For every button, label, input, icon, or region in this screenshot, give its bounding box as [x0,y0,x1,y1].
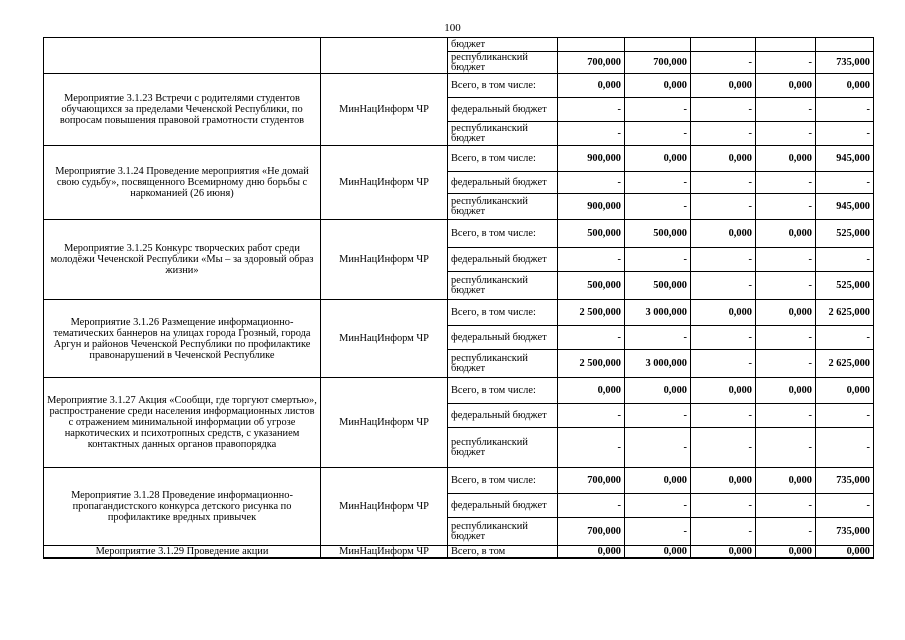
executor-cell: МинНацИнформ ЧР [321,300,448,378]
amount-cell: 700,000 [558,518,625,546]
executor-cell [321,38,448,74]
funding-source-cell: республиканский бюджет [448,428,558,468]
amount-cell: 0,000 [558,546,625,559]
executor-cell: МинНацИнформ ЧР [321,220,448,300]
amount-cell: 0,000 [625,74,691,98]
amount-cell: 0,000 [756,146,816,172]
table-row [44,378,874,404]
amount-cell: - [625,494,691,518]
amount-cell: - [756,122,816,146]
amount-cell: - [756,248,816,272]
amount-cell: - [691,194,756,220]
amount-cell: - [691,272,756,300]
amount-cell: 735,000 [816,468,874,494]
amount-cell: - [756,194,816,220]
page-number: 100 [444,22,461,34]
amount-cell: 0,000 [756,378,816,404]
funding-source-cell: республиканский бюджет [448,52,558,74]
event-name-cell: Мероприятие 3.1.28 Проведение информационно-пропагандистского конкурса детского рисунка по профилактике вредных привычек [44,468,321,546]
table-body [44,38,874,559]
amount-cell: 525,000 [816,220,874,248]
funding-source-cell: республиканский бюджет [448,518,558,546]
funding-source-cell: федеральный бюджет [448,404,558,428]
funding-source-cell: федеральный бюджет [448,326,558,350]
funding-source-cell: Всего, в том числе: [448,74,558,98]
amount-cell: - [691,172,756,194]
amount-cell: - [625,194,691,220]
event-name-cell [44,38,321,74]
amount-cell: - [558,326,625,350]
amount-cell: - [691,248,756,272]
amount-cell: - [558,248,625,272]
amount-cell: 0,000 [816,546,874,559]
amount-cell [756,38,816,52]
amount-cell: - [625,248,691,272]
table-row [44,146,874,172]
amount-cell: 0,000 [691,468,756,494]
funding-source-cell: Всего, в том числе: [448,300,558,326]
amount-cell: - [816,428,874,468]
budget-table [43,37,874,559]
amount-cell: 0,000 [691,220,756,248]
amount-cell: - [691,428,756,468]
amount-cell: 0,000 [558,74,625,98]
amount-cell: - [816,122,874,146]
table-row [44,546,874,559]
executor-cell: МинНацИнформ ЧР [321,146,448,220]
event-name-cell: Мероприятие 3.1.25 Конкурс творческих работ среди молодёжи Чеченской Республики «Мы – за здоровый образ жизни» [44,220,321,300]
amount-cell: - [558,122,625,146]
amount-cell: - [756,272,816,300]
amount-cell: 525,000 [816,272,874,300]
amount-cell: - [691,52,756,74]
amount-cell: - [558,404,625,428]
amount-cell: 900,000 [558,146,625,172]
amount-cell: 2 500,000 [558,300,625,326]
amount-cell: 700,000 [625,52,691,74]
amount-cell: - [558,428,625,468]
amount-cell: - [625,122,691,146]
amount-cell: 500,000 [558,220,625,248]
amount-cell: - [756,404,816,428]
amount-cell: 945,000 [816,194,874,220]
amount-cell: - [625,404,691,428]
amount-cell: - [816,326,874,350]
amount-cell: - [558,172,625,194]
amount-cell: - [625,98,691,122]
funding-source-cell: Всего, в том числе: [448,378,558,404]
amount-cell: - [816,494,874,518]
amount-cell: 700,000 [558,52,625,74]
amount-cell: 2 625,000 [816,300,874,326]
funding-source-cell: федеральный бюджет [448,172,558,194]
funding-source-cell: Всего, в том числе: [448,220,558,248]
amount-cell: - [625,518,691,546]
amount-cell: 500,000 [558,272,625,300]
amount-cell: - [691,98,756,122]
amount-cell: - [816,98,874,122]
funding-source-cell: федеральный бюджет [448,98,558,122]
amount-cell [816,38,874,52]
amount-cell: 500,000 [625,272,691,300]
amount-cell: - [691,404,756,428]
amount-cell: 3 000,000 [625,300,691,326]
amount-cell: 0,000 [816,74,874,98]
executor-cell: МинНацИнформ ЧР [321,74,448,146]
amount-cell: 2 500,000 [558,350,625,378]
amount-cell: 0,000 [625,146,691,172]
funding-source-cell: бюджет [448,38,558,52]
amount-cell: - [756,326,816,350]
amount-cell: 0,000 [756,220,816,248]
amount-cell: - [558,98,625,122]
amount-cell: 3 000,000 [625,350,691,378]
amount-cell: - [756,172,816,194]
funding-source-cell: республиканский бюджет [448,122,558,146]
executor-cell: МинНацИнформ ЧР [321,546,448,559]
amount-cell: - [756,494,816,518]
amount-cell: 0,000 [756,300,816,326]
table-row [44,468,874,494]
amount-cell [558,38,625,52]
amount-cell: 0,000 [625,546,691,559]
amount-cell: - [625,428,691,468]
table-row [44,220,874,248]
table-row [44,38,874,52]
amount-cell: - [625,326,691,350]
amount-cell: 735,000 [816,52,874,74]
amount-cell: 2 625,000 [816,350,874,378]
amount-cell: 0,000 [625,378,691,404]
amount-cell: - [691,350,756,378]
funding-source-cell: Всего, в том [448,546,558,559]
funding-source-cell: Всего, в том числе: [448,468,558,494]
amount-cell: 900,000 [558,194,625,220]
amount-cell [625,38,691,52]
event-name-cell: Мероприятие 3.1.29 Проведение акции [44,546,321,559]
amount-cell: 0,000 [691,546,756,559]
amount-cell: 0,000 [691,300,756,326]
amount-cell: 0,000 [691,378,756,404]
amount-cell: 0,000 [691,146,756,172]
amount-cell: 700,000 [558,468,625,494]
amount-cell [691,38,756,52]
funding-source-cell: федеральный бюджет [448,494,558,518]
executor-cell: МинНацИнформ ЧР [321,378,448,468]
executor-cell: МинНацИнформ ЧР [321,468,448,546]
amount-cell: - [816,404,874,428]
funding-source-cell: республиканский бюджет [448,272,558,300]
amount-cell: 945,000 [816,146,874,172]
event-name-cell: Мероприятие 3.1.26 Размещение информационно-тематических баннеров на улицах города Грозный, города Аргун и районов Чеченской Республики по профилактике правонарушений в Чеченской Республике [44,300,321,378]
amount-cell: 0,000 [625,468,691,494]
amount-cell: 0,000 [816,378,874,404]
amount-cell: 0,000 [691,74,756,98]
funding-source-cell: федеральный бюджет [448,248,558,272]
amount-cell: 0,000 [558,378,625,404]
amount-cell: 735,000 [816,518,874,546]
funding-source-cell: республиканский бюджет [448,194,558,220]
amount-cell: - [691,518,756,546]
event-name-cell: Мероприятие 3.1.27 Акция «Сообщи, где торгуют смертью», распространение среди населения информационных листов с отражением минимальной информации об угрозе наркотических и психотропных средств, с указанием контактных данных органов правопорядка [44,378,321,468]
amount-cell: 0,000 [756,74,816,98]
amount-cell: - [756,52,816,74]
amount-cell: - [625,172,691,194]
event-name-cell: Мероприятие 3.1.24 Проведение мероприятия «Не домай свою судьбу», посвященного Всемирному дню борьбы с наркоманией (26 июня) [44,146,321,220]
amount-cell: - [816,248,874,272]
amount-cell: - [691,326,756,350]
funding-source-cell: Всего, в том числе: [448,146,558,172]
amount-cell: - [756,428,816,468]
amount-cell: - [756,350,816,378]
table-row [44,300,874,326]
amount-cell: - [691,122,756,146]
event-name-cell: Мероприятие 3.1.23 Встречи с родителями студентов обучающихся за пределами Чеченской Республики, по вопросам повышения правовой грамотности студентов [44,74,321,146]
amount-cell: 0,000 [756,546,816,559]
amount-cell: - [756,98,816,122]
amount-cell: 0,000 [756,468,816,494]
amount-cell: - [756,518,816,546]
amount-cell: - [558,494,625,518]
amount-cell: 500,000 [625,220,691,248]
table-row [44,74,874,98]
amount-cell: - [691,494,756,518]
funding-source-cell: республиканский бюджет [448,350,558,378]
amount-cell: - [816,172,874,194]
